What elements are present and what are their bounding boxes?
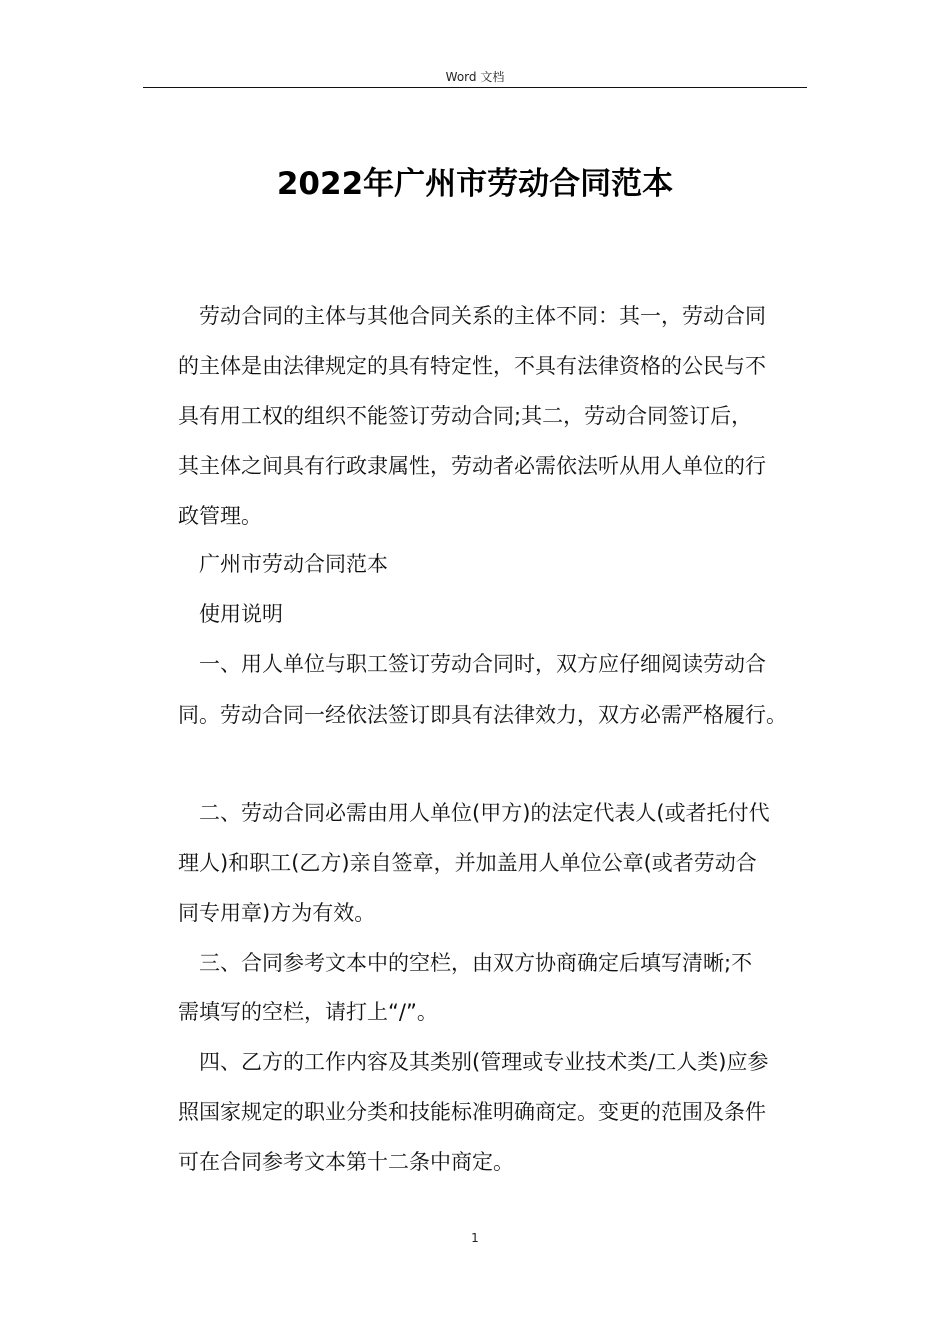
paragraph-line: 一、用人单位与职工签订劳动合同时，双方应仔细阅读劳动合 xyxy=(199,652,766,676)
page-number: 1 xyxy=(471,1231,479,1245)
paragraph-line: 可在合同参考文本第十二条中商定。 xyxy=(178,1150,514,1174)
paragraph-line: 劳动合同的主体与其他合同关系的主体不同：其一，劳动合同 xyxy=(199,304,766,328)
page-header-label: Word 文档 xyxy=(445,70,505,84)
header-divider xyxy=(143,87,807,88)
paragraph-line: 其主体之间具有行政隶属性，劳动者必需依法听从用人单位的行 xyxy=(178,454,766,478)
section-heading: 使用说明 xyxy=(199,602,283,626)
paragraph-line: 四、乙方的工作内容及其类别(管理或专业技术类/工人类)应参 xyxy=(199,1050,769,1074)
paragraph-line: 二、劳动合同必需由用人单位(甲方)的法定代表人(或者托付代 xyxy=(199,801,770,825)
section-heading: 广州市劳动合同范本 xyxy=(199,552,388,576)
paragraph-line: 三、合同参考文本中的空栏，由双方协商确定后填写清晰;不 xyxy=(199,951,753,975)
document-title: 2022年广州市劳动合同范本 xyxy=(276,166,674,202)
paragraph-line: 具有用工权的组织不能签订劳动合同;其二，劳动合同签订后， xyxy=(178,404,753,428)
paragraph-line: 需填写的空栏，请打上“/”。 xyxy=(178,1000,438,1024)
paragraph-line: 同。劳动合同一经依法签订即具有法律效力，双方必需严格履行。 xyxy=(178,703,787,727)
paragraph-line: 政管理。 xyxy=(178,504,262,528)
paragraph-line: 的主体是由法律规定的具有特定性，不具有法律资格的公民与不 xyxy=(178,354,766,378)
paragraph-line: 理人)和职工(乙方)亲自签章，并加盖用人单位公章(或者劳动合 xyxy=(178,851,757,875)
paragraph-line: 同专用章)方为有效。 xyxy=(178,901,376,925)
paragraph-line: 照国家规定的职业分类和技能标准明确商定。变更的范围及条件 xyxy=(178,1100,766,1124)
